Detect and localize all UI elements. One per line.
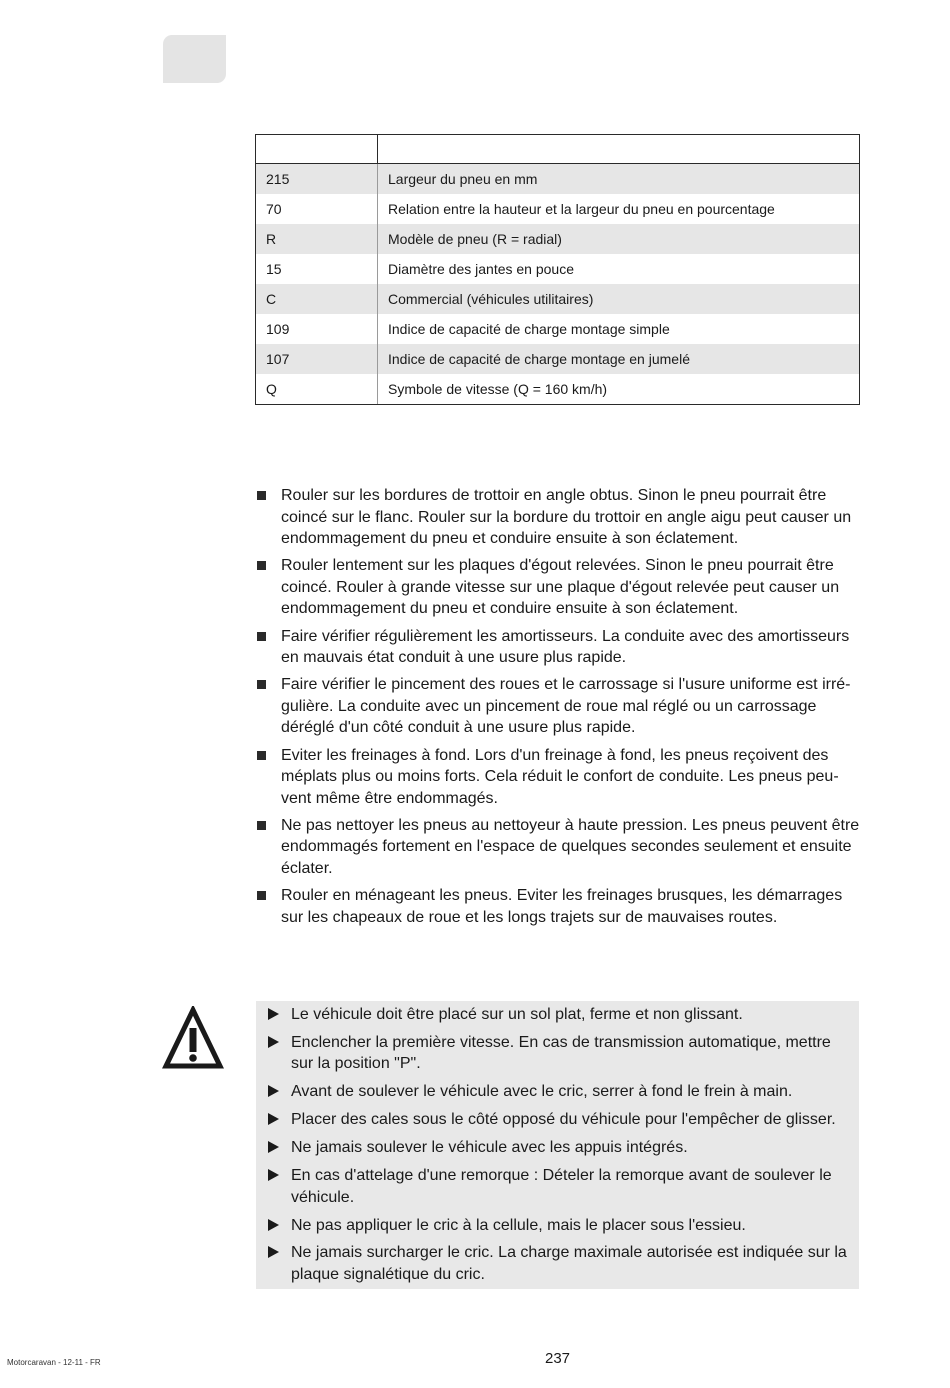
list-item	[256, 1032, 859, 1075]
warning-text: Ne jamais soulever le véhicule avec les appuis intégrés.	[291, 1139, 688, 1157]
cell-code: 15	[256, 254, 378, 284]
list-item	[255, 485, 863, 550]
arrow-bullet-icon	[268, 1169, 279, 1181]
list-item	[256, 1215, 859, 1237]
list-item	[255, 815, 863, 880]
chapter-tab	[163, 35, 226, 83]
table-row	[256, 164, 859, 194]
list-item	[256, 1242, 859, 1285]
table-header-row	[256, 135, 859, 164]
tire-care-tips-list	[255, 485, 863, 934]
list-item	[256, 1081, 859, 1103]
tire-code-table	[255, 134, 860, 405]
cell-code: 215	[256, 164, 378, 194]
table-row	[256, 344, 859, 374]
cell-code: Q	[256, 374, 378, 404]
arrow-bullet-icon	[268, 1036, 279, 1048]
list-item	[256, 1109, 859, 1131]
square-bullet-icon	[257, 632, 266, 641]
square-bullet-icon	[257, 821, 266, 830]
cell-meaning: Relation entre la hauteur et la largeur du pneu en pourcentage	[388, 201, 775, 217]
list-item	[255, 745, 863, 810]
list-item	[255, 555, 863, 620]
tip-text: Rouler lentement sur les plaques d'égout relevées. Sinon le pneu pourrait être coincé. Rouler à grande vitesse sur une plaque d'égout relevée peut causer un endommagement du pneu et conduire ensuite à son éclatement.	[281, 557, 840, 618]
cell-meaning: Indice de capacité de charge montage en jumelé	[388, 351, 690, 367]
cell-meaning: Largeur du pneu en mm	[388, 171, 538, 187]
list-item	[255, 885, 863, 928]
document-id: Motorcaravan - 12-11 - FR	[7, 1358, 101, 1367]
tip-text: Ne pas nettoyer les pneus au nettoyeur à haute pression. Les pneus peuvent être endommagés fortement en l'espace de quelques secondes seulement et ensuite éclater.	[281, 816, 860, 877]
cell-code: 109	[256, 314, 378, 344]
list-item	[255, 626, 863, 669]
square-bullet-icon	[257, 561, 266, 570]
arrow-bullet-icon	[268, 1085, 279, 1097]
arrow-bullet-icon	[268, 1113, 279, 1125]
table-row	[256, 254, 859, 284]
list-item	[255, 674, 863, 739]
cell-code: R	[256, 224, 378, 254]
cell-meaning: Commercial (véhicules utilitaires)	[388, 291, 594, 307]
arrow-bullet-icon	[268, 1246, 279, 1258]
arrow-bullet-icon	[268, 1219, 279, 1231]
tip-text: Faire vérifier régulièrement les amortisseurs. La conduite avec des amortisseurs en mauvais état conduit à une usure plus rapide.	[281, 627, 850, 667]
page-number: 237	[545, 1350, 571, 1367]
arrow-bullet-icon	[268, 1008, 279, 1020]
warning-text: Ne jamais surcharger le cric. La charge maximale autorisée est indiquée sur la plaque signalétique du cric.	[291, 1244, 847, 1284]
tip-text: Eviter les freinages à fond. Lors d'un freinage à fond, les pneus reçoivent des méplats plus ou moins forts. Cela réduit le confort de conduite. Les pneus peu-vent même être endommagés.	[281, 746, 839, 807]
cell-code: 107	[256, 344, 378, 374]
list-item	[256, 1004, 859, 1026]
table-row	[256, 314, 859, 344]
warning-triangle-icon	[162, 1006, 224, 1070]
cell-meaning: Modèle de pneu (R = radial)	[388, 231, 562, 247]
cell-code: 70	[256, 194, 378, 224]
table-row	[256, 224, 859, 254]
square-bullet-icon	[257, 891, 266, 900]
cell-meaning: Symbole de vitesse (Q = 160 km/h)	[388, 381, 608, 397]
warning-text: En cas d'attelage d'une remorque : Dételer la remorque avant de soulever le véhicule.	[291, 1167, 832, 1206]
cell-code: C	[256, 284, 378, 314]
tip-text: Rouler sur les bordures de trottoir en angle obtus. Sinon le pneu pourrait être coincé sur le flanc. Rouler sur la bordure du trottoir en angle aigu peut causer un endommagement du pneu et conduire ensuite à son éclatement.	[281, 487, 852, 548]
table-row	[256, 284, 859, 314]
warning-list	[256, 1004, 859, 1292]
warning-text: Avant de soulever le véhicule avec le cric, serrer à fond le frein à main.	[291, 1083, 793, 1101]
tip-text: Rouler en ménageant les pneus. Eviter les freinages brusques, les démarrages sur les chapeaux de roue et les longs trajets sur de mauvaises routes.	[281, 887, 843, 926]
warning-text: Ne pas appliquer le cric à la cellule, mais le placer sous l'essieu.	[291, 1216, 746, 1234]
warning-text: Enclencher la première vitesse. En cas de transmission automatique, mettre sur la position "P".	[291, 1033, 831, 1073]
header-meaning	[378, 135, 859, 163]
cell-meaning: Indice de capacité de charge montage simple	[388, 321, 670, 337]
warning-text: Le véhicule doit être placé sur un sol plat, ferme et non glissant.	[291, 1006, 743, 1023]
list-item	[256, 1137, 859, 1159]
square-bullet-icon	[257, 491, 266, 500]
header-code	[256, 135, 378, 163]
warning-text: Placer des cales sous le côté opposé du véhicule pour l'empêcher de glisser.	[291, 1111, 836, 1129]
arrow-bullet-icon	[268, 1141, 279, 1153]
square-bullet-icon	[257, 680, 266, 689]
tip-text: Faire vérifier le pincement des roues et le carrossage si l'usure uniforme est irré-gulière. La conduite avec un pincement de roue mal réglé ou un carrossage déréglé d'un côté conduit à une usure plus rapide.	[281, 676, 851, 737]
cell-meaning: Diamètre des jantes en pouce	[388, 261, 574, 277]
square-bullet-icon	[257, 751, 266, 760]
list-item	[256, 1165, 859, 1208]
table-row	[256, 194, 859, 224]
table-row	[256, 374, 859, 404]
